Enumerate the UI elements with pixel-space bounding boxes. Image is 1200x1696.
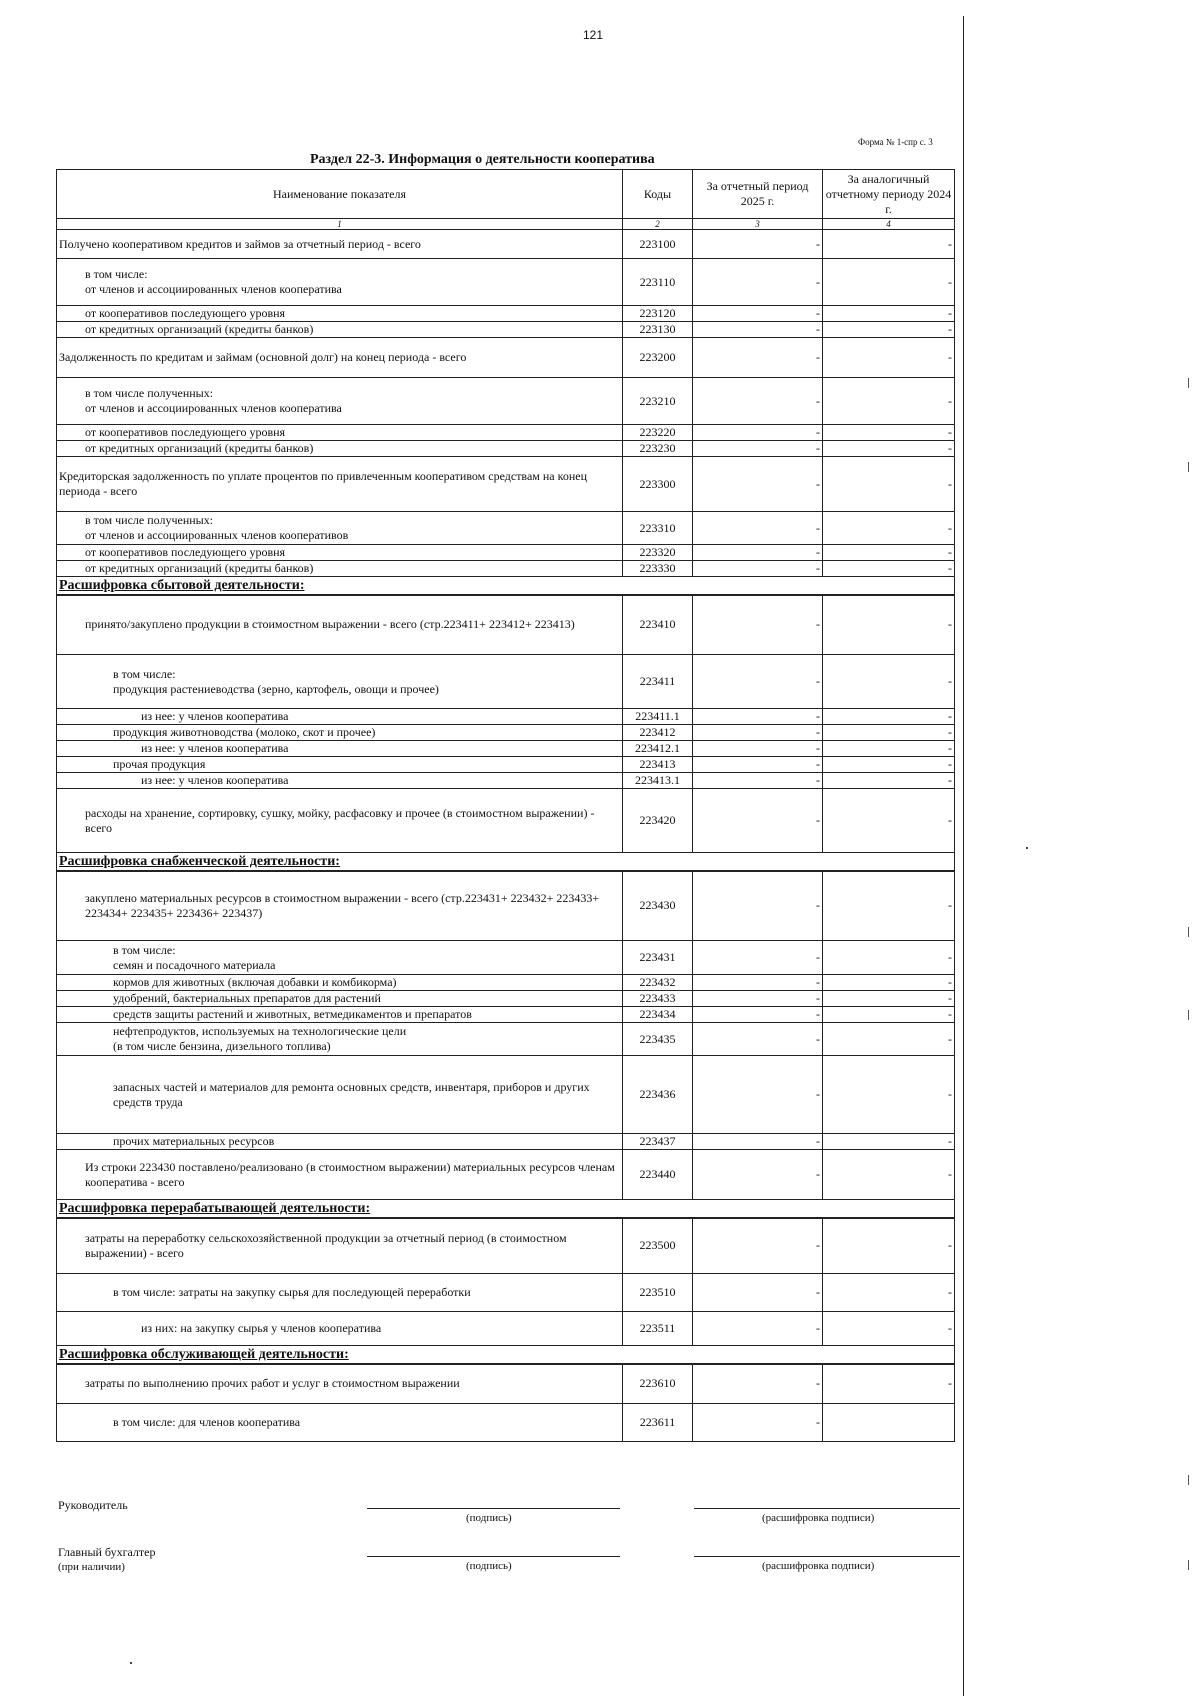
indicator-name-line: из нее: у членов кооператива xyxy=(141,773,289,787)
section-heading-row xyxy=(57,577,955,595)
previous-period-value: - xyxy=(823,709,955,725)
previous-period-value: - xyxy=(823,1218,955,1274)
indicator-name xyxy=(57,1404,623,1442)
previous-period-value: - xyxy=(823,306,955,322)
section-heading: Расшифровка сбытовой деятельности: xyxy=(57,577,955,595)
current-period-value: - xyxy=(693,441,823,457)
previous-period-value: - xyxy=(823,991,955,1007)
section-heading-row xyxy=(57,1200,955,1218)
accountant-decoding-caption: (расшифровка подписи) xyxy=(762,1560,875,1572)
indicator-name xyxy=(57,975,623,991)
indicator-name-line: Получено кооперативом кредитов и займов за отчетный период - всего xyxy=(59,236,421,251)
previous-period-value: - xyxy=(823,425,955,441)
previous-period-value: - xyxy=(823,441,955,457)
previous-period-value: - xyxy=(823,741,955,757)
current-period-value: - xyxy=(693,1023,823,1056)
indicator-name-line: кормов для животных (включая добавки и комбикорма) xyxy=(113,975,397,989)
table-row xyxy=(57,773,955,789)
indicator-name xyxy=(57,1056,623,1134)
indicator-name-line: затраты на переработку сельскохозяйственной продукции за отчетный период (в стоимостном выражении) - всего xyxy=(85,1230,567,1260)
margin-line xyxy=(963,16,964,1696)
table-row xyxy=(57,512,955,545)
indicator-name xyxy=(57,1134,623,1150)
table-row xyxy=(57,1056,955,1134)
head-decoding-line xyxy=(694,1508,960,1509)
indicators-table xyxy=(56,169,955,1442)
current-period-value: - xyxy=(693,338,823,378)
indicator-name-line: от кооперативов последующего уровня xyxy=(85,306,286,320)
column-numbers-row xyxy=(57,219,955,230)
indicator-code: 223130 xyxy=(623,322,693,338)
previous-period-value: - xyxy=(823,1312,955,1346)
indicator-name-line: в том числе полученных: xyxy=(85,513,214,527)
indicator-code: 223100 xyxy=(623,230,693,259)
indicator-code: 223210 xyxy=(623,378,693,425)
indicator-code: 223300 xyxy=(623,457,693,512)
indicator-name xyxy=(57,741,623,757)
section-title: Раздел 22-3. Информация о деятельности кооператива xyxy=(310,152,655,167)
indicator-code: 223413.1 xyxy=(623,773,693,789)
header-previous: За аналогичный отчетному периоду 2024 г. xyxy=(823,170,955,219)
current-period-value: - xyxy=(693,1218,823,1274)
indicator-code: 223432 xyxy=(623,975,693,991)
current-period-value: - xyxy=(693,595,823,655)
indicator-name xyxy=(57,378,623,425)
table-row xyxy=(57,1150,955,1200)
indicator-name-line: нефтепродуктов, используемых на технологические цели xyxy=(113,1024,407,1038)
indicator-name xyxy=(57,709,623,725)
indicator-name-line: от кооперативов последующего уровня xyxy=(85,545,286,559)
current-period-value: - xyxy=(693,725,823,741)
head-signature-line xyxy=(367,1508,620,1509)
indicator-code: 223500 xyxy=(623,1218,693,1274)
table-row xyxy=(57,1134,955,1150)
current-period-value: - xyxy=(693,1056,823,1134)
table-row xyxy=(57,425,955,441)
table-row xyxy=(57,1007,955,1023)
margin-mark xyxy=(1188,1560,1189,1570)
previous-period-value: - xyxy=(823,322,955,338)
indicator-name xyxy=(57,789,623,853)
indicator-name-line: продукция животноводства (молоко, скот и прочее) xyxy=(113,725,376,739)
previous-period-value: - xyxy=(823,773,955,789)
indicator-name xyxy=(57,230,623,259)
indicator-name-line: от членов и ассоциированных членов кооперативов xyxy=(85,528,349,542)
table-row xyxy=(57,1404,955,1442)
previous-period-value: - xyxy=(823,1274,955,1312)
current-period-value: - xyxy=(693,259,823,306)
indicator-name-line: от кредитных организаций (кредиты банков) xyxy=(85,322,314,336)
header-code: Коды xyxy=(623,170,693,219)
indicator-code: 223320 xyxy=(623,545,693,561)
indicator-name-line: от кооперативов последующего уровня xyxy=(85,425,286,439)
table-row xyxy=(57,306,955,322)
indicator-name xyxy=(57,545,623,561)
indicator-name xyxy=(57,441,623,457)
previous-period-value: - xyxy=(823,259,955,306)
table-row xyxy=(57,655,955,709)
table-row xyxy=(57,975,955,991)
previous-period-value xyxy=(823,1404,955,1442)
indicator-code: 223413 xyxy=(623,757,693,773)
current-period-value: - xyxy=(693,1007,823,1023)
indicator-code: 223411 xyxy=(623,655,693,709)
table-row xyxy=(57,709,955,725)
previous-period-value: - xyxy=(823,457,955,512)
table-row xyxy=(57,378,955,425)
table-row xyxy=(57,871,955,941)
previous-period-value: - xyxy=(823,655,955,709)
table-row xyxy=(57,757,955,773)
indicator-name-line: (в том числе бензина, дизельного топлива) xyxy=(113,1039,331,1053)
previous-period-value: - xyxy=(823,789,955,853)
indicator-name xyxy=(57,871,623,941)
indicator-code: 223435 xyxy=(623,1023,693,1056)
current-period-value: - xyxy=(693,457,823,512)
indicator-name xyxy=(57,1312,623,1346)
indicator-name xyxy=(57,725,623,741)
previous-period-value: - xyxy=(823,595,955,655)
form-label: Форма № 1-спр с. 3 xyxy=(858,137,933,147)
indicator-name xyxy=(57,322,623,338)
indicator-name xyxy=(57,561,623,577)
current-period-value: - xyxy=(693,789,823,853)
table-row xyxy=(57,338,955,378)
indicator-name-line: от членов и ассоциированных членов кооператива xyxy=(85,282,342,296)
previous-period-value: - xyxy=(823,561,955,577)
previous-period-value: - xyxy=(823,378,955,425)
table-row xyxy=(57,230,955,259)
column-number: 2 xyxy=(623,219,693,230)
current-period-value: - xyxy=(693,773,823,789)
current-period-value: - xyxy=(693,1150,823,1200)
indicator-code: 223220 xyxy=(623,425,693,441)
previous-period-value: - xyxy=(823,545,955,561)
current-period-value: - xyxy=(693,991,823,1007)
indicator-name-line: в том числе: xyxy=(113,942,176,957)
indicator-name xyxy=(57,512,623,545)
accountant-signature-line xyxy=(367,1556,620,1557)
current-period-value: - xyxy=(693,655,823,709)
head-label: Руководитель xyxy=(58,1498,128,1512)
indicator-code: 223434 xyxy=(623,1007,693,1023)
table-row xyxy=(57,441,955,457)
indicator-code: 223437 xyxy=(623,1134,693,1150)
indicator-name-line: из них: на закупку сырья у членов кооператива xyxy=(141,1321,382,1335)
table-row xyxy=(57,259,955,306)
indicator-name-line: семян и посадочного материала xyxy=(113,957,276,972)
indicator-name xyxy=(57,1023,623,1056)
margin-mark xyxy=(1188,378,1189,388)
indicator-code: 223200 xyxy=(623,338,693,378)
section-heading-row xyxy=(57,1346,955,1364)
previous-period-value: - xyxy=(823,871,955,941)
indicator-code: 223412.1 xyxy=(623,741,693,757)
indicator-code: 223511 xyxy=(623,1312,693,1346)
current-period-value: - xyxy=(693,1404,823,1442)
indicator-name-line: в том числе: xyxy=(85,267,148,281)
current-period-value: - xyxy=(693,306,823,322)
current-period-value: - xyxy=(693,709,823,725)
indicator-name-line: от членов и ассоциированных членов кооператива xyxy=(85,401,342,415)
current-period-value: - xyxy=(693,1134,823,1150)
indicator-name-line: закуплено материальных ресурсов в стоимостном выражении - всего (стр.223431+ 223432+ 223433+ 223434+ 223435+ 223436+ 223437) xyxy=(85,890,600,920)
indicator-code: 223330 xyxy=(623,561,693,577)
table-row xyxy=(57,1364,955,1404)
current-period-value: - xyxy=(693,425,823,441)
indicator-name xyxy=(57,306,623,322)
indicator-name xyxy=(57,941,623,975)
table-row xyxy=(57,1274,955,1312)
head-signature-caption: (подпись) xyxy=(466,1512,512,1524)
indicator-name xyxy=(57,1007,623,1023)
table-header xyxy=(57,170,955,219)
indicator-name xyxy=(57,1364,623,1404)
current-period-value: - xyxy=(693,545,823,561)
previous-period-value: - xyxy=(823,1056,955,1134)
indicator-name xyxy=(57,425,623,441)
header-name: Наименование показателя xyxy=(57,170,623,219)
table-row xyxy=(57,457,955,512)
column-number: 3 xyxy=(693,219,823,230)
margin-mark xyxy=(1188,927,1189,937)
indicator-code: 223611 xyxy=(623,1404,693,1442)
indicator-name-line: прочая продукция xyxy=(113,757,206,771)
indicator-name-line: затраты по выполнению прочих работ и услуг в стоимостном выражении xyxy=(85,1376,460,1391)
table-row xyxy=(57,545,955,561)
indicator-name-line: продукция растениеводства (зерно, картофель, овощи и прочее) xyxy=(113,681,439,696)
current-period-value: - xyxy=(693,757,823,773)
indicator-name-line: от кредитных организаций (кредиты банков) xyxy=(85,441,314,455)
current-period-value: - xyxy=(693,322,823,338)
section-heading: Расшифровка перерабатывающей деятельности: xyxy=(57,1200,955,1218)
indicator-name-line: из нее: у членов кооператива xyxy=(141,741,289,755)
previous-period-value: - xyxy=(823,1023,955,1056)
indicator-name-line: от кредитных организаций (кредиты банков) xyxy=(85,561,314,575)
margin-mark xyxy=(1188,1475,1189,1485)
accountant-signature-caption: (подпись) xyxy=(466,1560,512,1572)
indicator-name-line: Из строки 223430 поставлено/реализовано (в стоимостном выражении) материальных ресурсов членам кооператива - всего xyxy=(85,1159,615,1189)
indicator-name-line: расходы на хранение, сортировку, сушку, мойку, расфасовку и прочее (в стоимостном выражении) - всего xyxy=(85,805,595,835)
previous-period-value: - xyxy=(823,1150,955,1200)
current-period-value: - xyxy=(693,871,823,941)
indicator-name xyxy=(57,1218,623,1274)
current-period-value: - xyxy=(693,1364,823,1404)
previous-period-value: - xyxy=(823,1364,955,1404)
table-row xyxy=(57,1023,955,1056)
current-period-value: - xyxy=(693,975,823,991)
indicator-name xyxy=(57,991,623,1007)
indicator-name xyxy=(57,655,623,709)
previous-period-value: - xyxy=(823,975,955,991)
current-period-value: - xyxy=(693,378,823,425)
section-heading-row xyxy=(57,853,955,871)
current-period-value: - xyxy=(693,741,823,757)
indicator-name-line: в том числе: затраты на закупку сырья для последующей переработки xyxy=(113,1285,471,1299)
indicator-name-line: Задолженность по кредитам и займам (основной долг) на конец периода - всего xyxy=(59,350,467,364)
indicator-name xyxy=(57,457,623,512)
current-period-value: - xyxy=(693,1312,823,1346)
indicator-name-line: в том числе полученных: xyxy=(85,386,214,400)
if-present-note: (при наличии) xyxy=(58,1561,125,1573)
section-heading: Расшифровка снабженческой деятельности: xyxy=(57,853,955,871)
indicator-name xyxy=(57,259,623,306)
indicator-name-line: из нее: у членов кооператива xyxy=(141,709,289,723)
margin-mark xyxy=(1026,847,1028,849)
table-row xyxy=(57,725,955,741)
indicator-code: 223436 xyxy=(623,1056,693,1134)
indicator-name-line: Кредиторская задолженность по уплате процентов по привлеченным кооперативом средствам на конец периода - всего xyxy=(59,469,587,498)
previous-period-value: - xyxy=(823,512,955,545)
previous-period-value: - xyxy=(823,757,955,773)
table-row xyxy=(57,1312,955,1346)
indicator-name-line: в том числе: xyxy=(113,666,176,681)
margin-mark xyxy=(1188,1010,1189,1020)
indicator-code: 223440 xyxy=(623,1150,693,1200)
previous-period-value: - xyxy=(823,230,955,259)
indicator-name-line: средств защиты растений и животных, ветмедикаментов и препаратов xyxy=(113,1007,472,1021)
table-row xyxy=(57,941,955,975)
indicator-name xyxy=(57,338,623,378)
indicator-code: 223230 xyxy=(623,441,693,457)
current-period-value: - xyxy=(693,512,823,545)
indicator-code: 223120 xyxy=(623,306,693,322)
column-number: 1 xyxy=(57,219,623,230)
indicator-name-line: прочих материальных ресурсов xyxy=(113,1134,275,1148)
indicator-code: 223430 xyxy=(623,871,693,941)
indicator-name-line: в том числе: для членов кооператива xyxy=(113,1415,301,1429)
table-row xyxy=(57,1218,955,1274)
section-heading: Расшифровка обслуживающей деятельности: xyxy=(57,1346,955,1364)
previous-period-value: - xyxy=(823,941,955,975)
indicator-code: 223431 xyxy=(623,941,693,975)
indicator-code: 223610 xyxy=(623,1364,693,1404)
table-row xyxy=(57,322,955,338)
margin-mark xyxy=(130,1662,132,1664)
header-current: За отчетный период 2025 г. xyxy=(693,170,823,219)
column-number: 4 xyxy=(823,219,955,230)
previous-period-value: - xyxy=(823,725,955,741)
head-decoding-caption: (расшифровка подписи) xyxy=(762,1512,875,1524)
table-row xyxy=(57,789,955,853)
indicator-code: 223310 xyxy=(623,512,693,545)
indicator-name xyxy=(57,757,623,773)
table-row xyxy=(57,741,955,757)
indicator-code: 223110 xyxy=(623,259,693,306)
indicator-code: 223411.1 xyxy=(623,709,693,725)
indicator-code: 223510 xyxy=(623,1274,693,1312)
table-row xyxy=(57,595,955,655)
table-row xyxy=(57,561,955,577)
current-period-value: - xyxy=(693,1274,823,1312)
indicator-name-line: принято/закуплено продукции в стоимостном выражении - всего (стр.223411+ 223412+ 223413) xyxy=(85,617,575,632)
indicator-name xyxy=(57,773,623,789)
previous-period-value: - xyxy=(823,1134,955,1150)
margin-mark xyxy=(1188,462,1189,472)
table-row xyxy=(57,991,955,1007)
indicator-name xyxy=(57,595,623,655)
indicator-code: 223420 xyxy=(623,789,693,853)
accountant-decoding-line xyxy=(694,1556,960,1557)
chief-accountant-label: Главный бухгалтер xyxy=(58,1545,156,1559)
page-number: 121 xyxy=(583,28,604,42)
indicator-name-line: удобрений, бактериальных препаратов для растений xyxy=(113,991,381,1005)
indicator-name-line: запасных частей и материалов для ремонта основных средств, инвентаря, приборов и других средств труда xyxy=(113,1079,590,1109)
indicator-name xyxy=(57,1150,623,1200)
current-period-value: - xyxy=(693,230,823,259)
indicator-code: 223412 xyxy=(623,725,693,741)
previous-period-value: - xyxy=(823,1007,955,1023)
indicator-code: 223433 xyxy=(623,991,693,1007)
previous-period-value: - xyxy=(823,338,955,378)
current-period-value: - xyxy=(693,941,823,975)
current-period-value: - xyxy=(693,561,823,577)
indicator-code: 223410 xyxy=(623,595,693,655)
indicator-name xyxy=(57,1274,623,1312)
